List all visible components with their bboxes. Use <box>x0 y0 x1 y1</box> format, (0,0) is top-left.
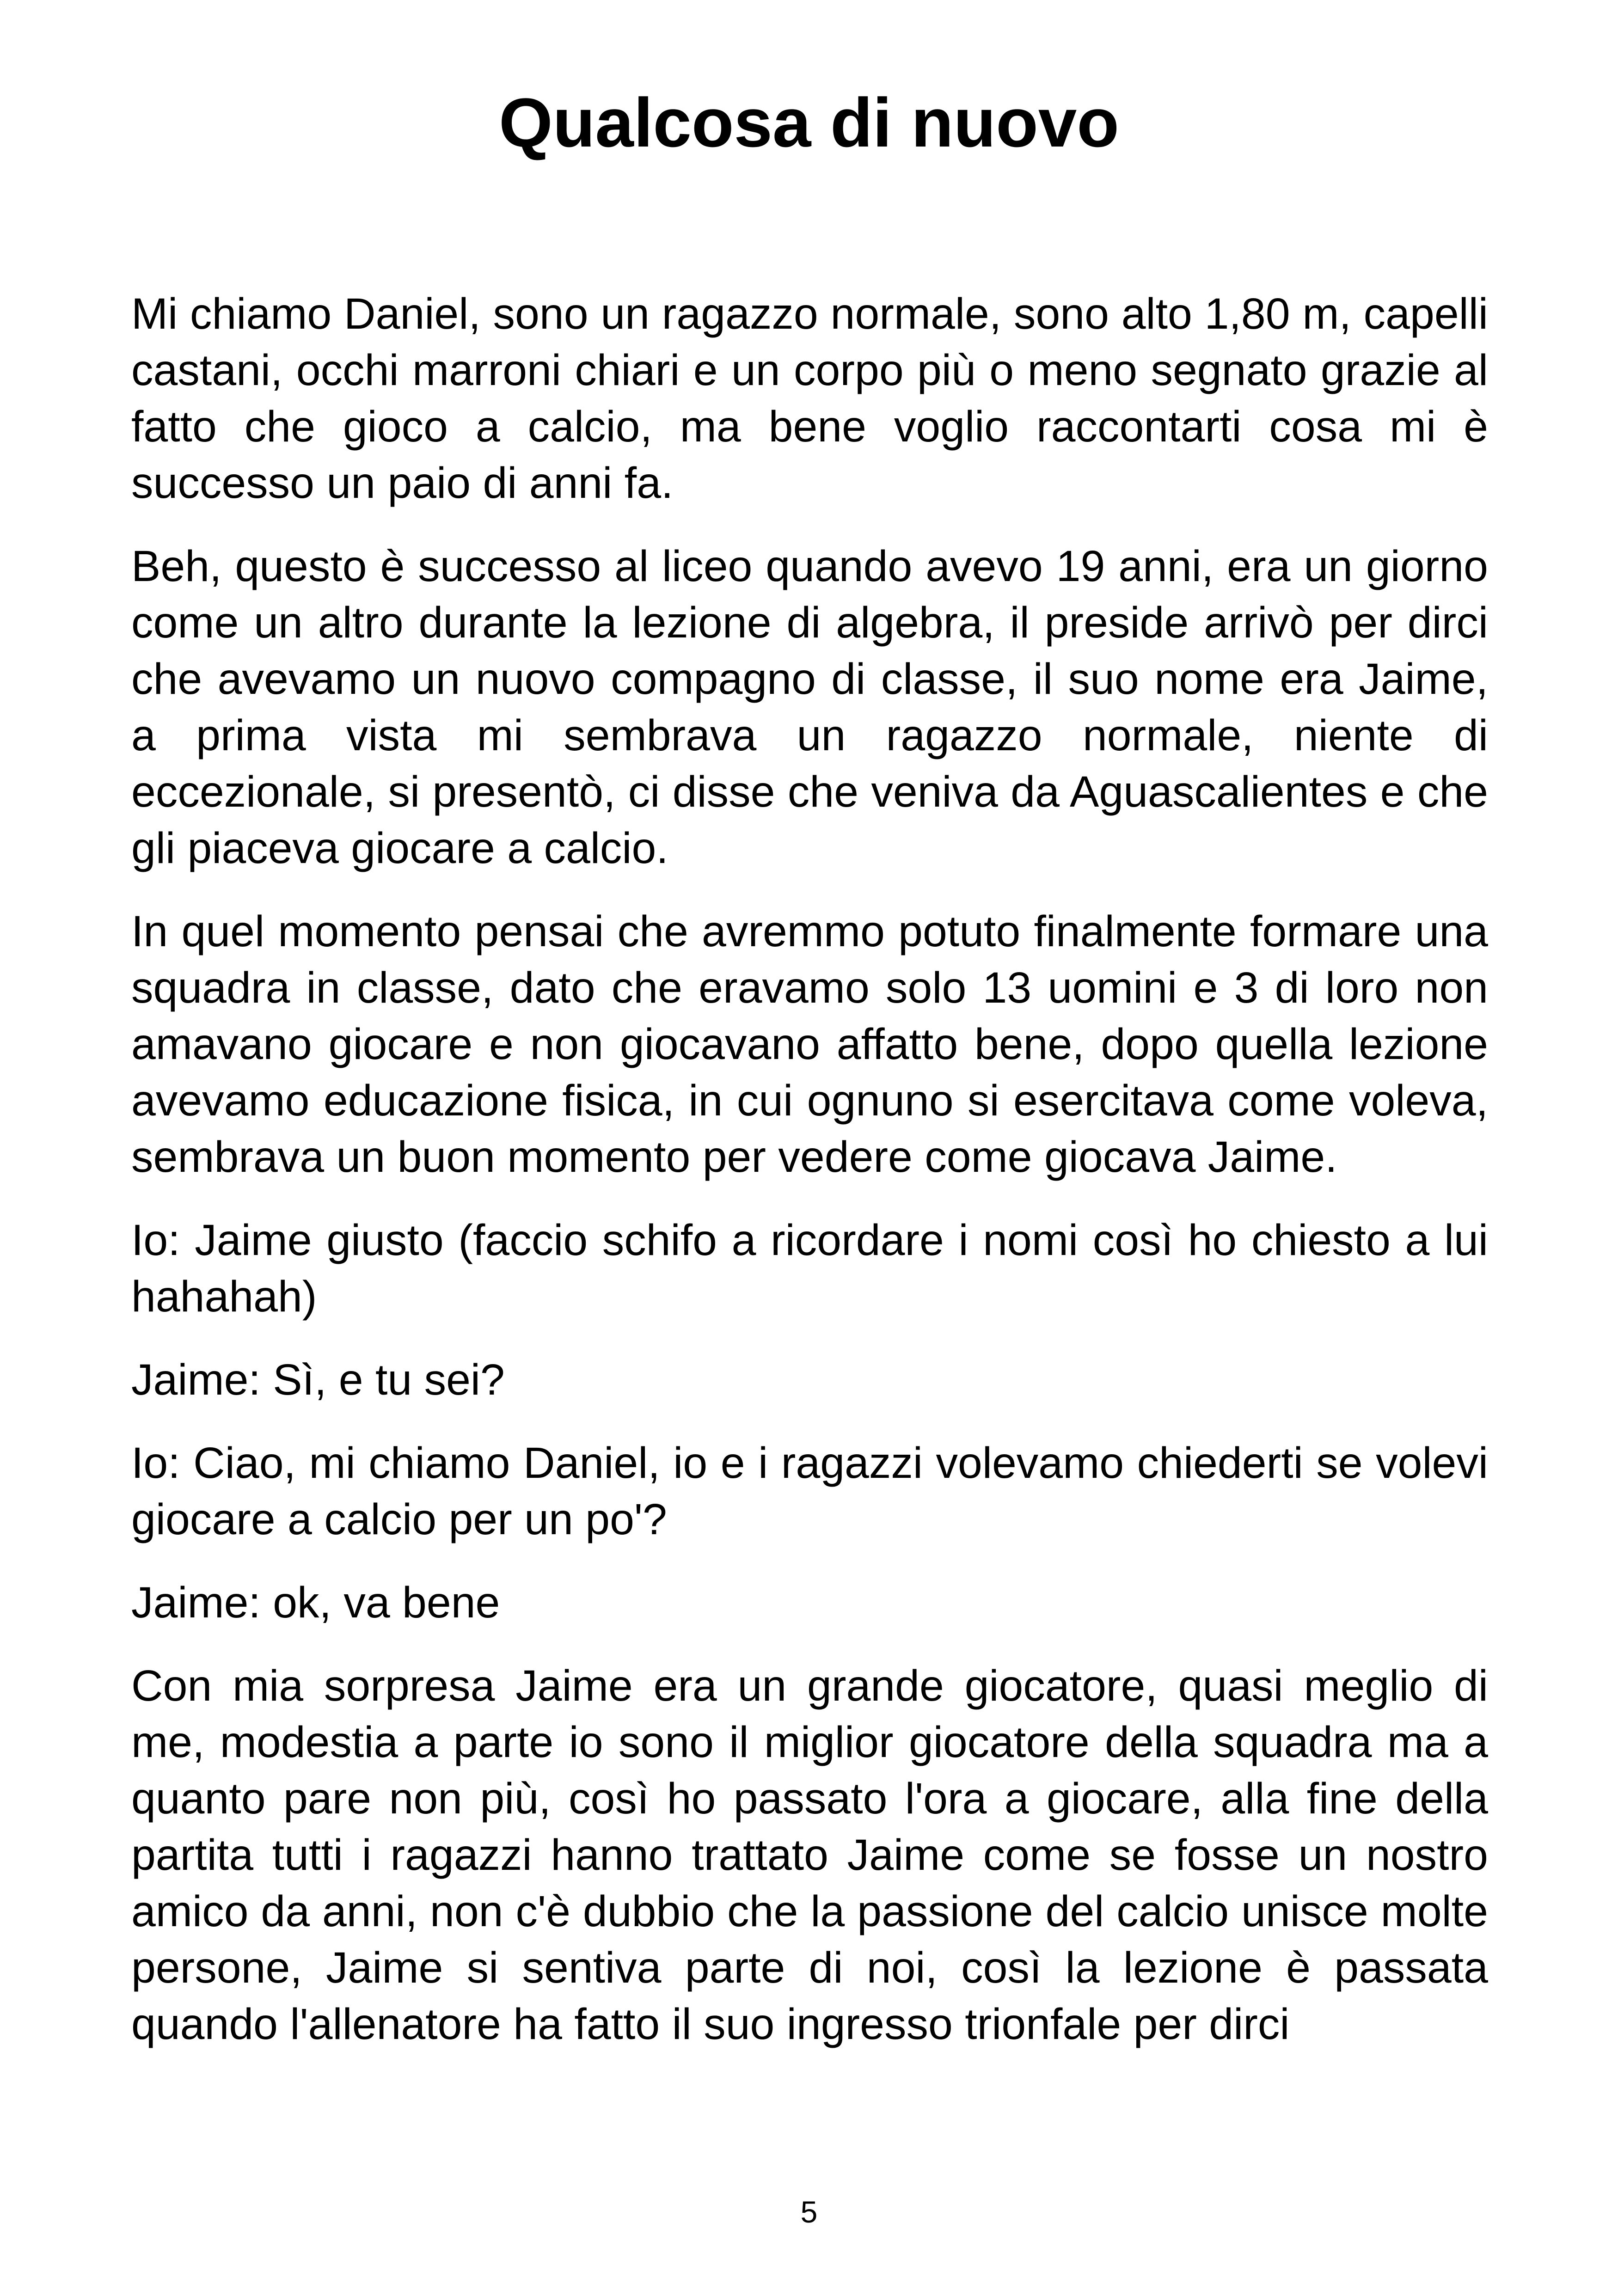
body-text <box>131 286 1488 2079</box>
dialogue-line-4: Jaime: ok, va bene <box>131 1578 500 1627</box>
page-title: Qualcosa di nuovo <box>499 84 1119 161</box>
paragraph-3: In quel momento pensai che avremmo potuto finalmente formare una squadra in classe, dato che eravamo solo 13 uomini e 3 di loro non amavano giocare e non giocavano affatto bene, dopo quella lezione avevamo educazione fisica, in cui ognuno si esercitava come voleva, sembrava un buon momento per vedere come giocava Jaime. <box>131 907 1488 1182</box>
dialogue-line-3: Io: Ciao, mi chiamo Daniel, io e i ragazzi volevamo chiederti se volevi giocare a calcio per un po'? <box>131 1439 1488 1544</box>
dialogue-line-1: Io: Jaime giusto (faccio schifo a ricordare i nomi così ho chiesto a lui hahahah) <box>131 1216 1488 1321</box>
paragraph-4: Con mia sorpresa Jaime era un grande giocatore, quasi meglio di me, modestia a parte io sono il miglior giocatore della squadra ma a quanto pare non più, così ho passato l'ora a giocare, alla fine della partita tutti i ragazzi hanno trattato Jaime come se fosse un nostro amico da anni, non c'è dubbio che la passione del calcio unisce molte persone, Jaime si sentiva parte di noi, così la lezione è passata quando l'allenatore ha fatto il suo ingresso trionfale per dirci <box>131 1661 1488 2049</box>
dialogue-line-2: Jaime: Sì, e tu sei? <box>131 1355 505 1404</box>
page-number: 5 <box>800 2195 818 2229</box>
paragraph-2: Beh, questo è successo al liceo quando avevo 19 anni, era un giorno come un altro durante la lezione di algebra, il preside arrivò per dirci che avevamo un nuovo compagno di classe, il suo nome era Jaime, a prima vista mi sembrava un ragazzo normale, niente di eccezionale, si presentò, ci disse che veniva da Aguascalientes e che gli piaceva giocare a calcio. <box>131 542 1488 873</box>
paragraph-1: Mi chiamo Daniel, sono un ragazzo normale, sono alto 1,80 m, capelli castani, occhi marroni chiari e un corpo più o meno segnato grazie al fatto che gioco a calcio, ma bene voglio raccontarti cosa mi è successo un paio di anni fa. <box>131 289 1488 508</box>
